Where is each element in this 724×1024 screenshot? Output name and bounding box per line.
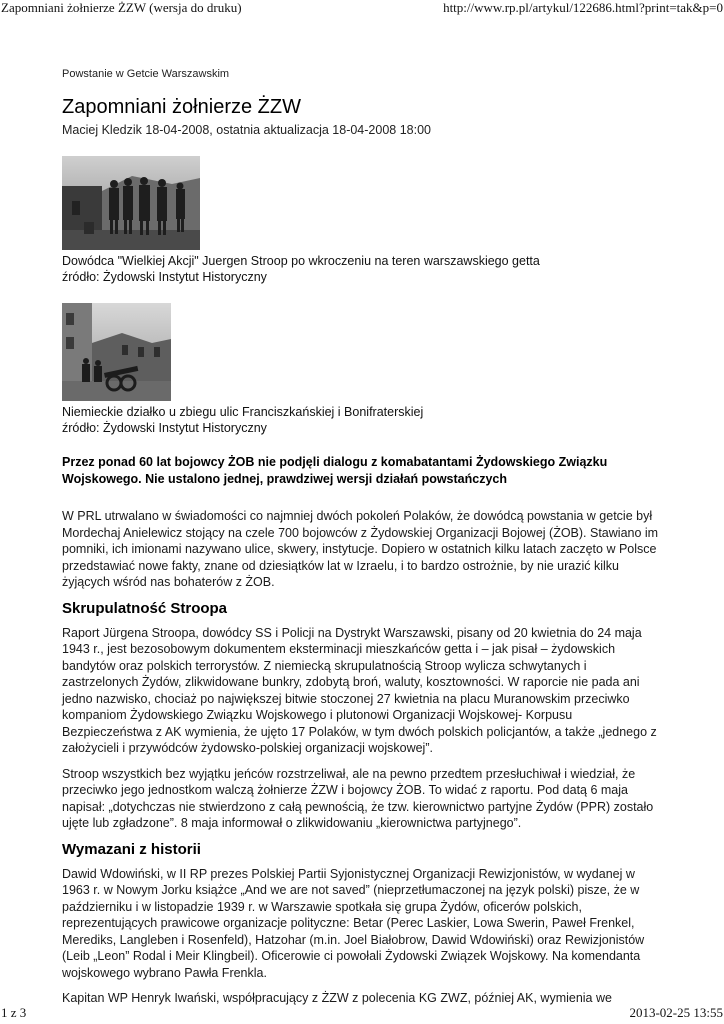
print-footer [0,1005,724,1021]
article [62,68,662,1016]
article-lead: Przez ponad 60 lat bojowcy ŻOB nie podjęli dialogu z komabatantami Żydowskiego Związku Wojskowego. Nie ustalono jednej, prawdziwej wersji działań powstańczych [62,455,608,486]
print-header-url[interactable]: http://www.rp.pl/artykul/122686.html?print=tak&p=0 [443,0,723,15]
paragraph: Kapitan WP Henryk Iwański, współpracujący z ŻZW z polecenia KG ZWZ, później AK, wymienia we [62,991,612,1005]
paragraph: Dawid Wdowiński, w II RP prezes Polskiej Partii Syjonistycznej Organizacji Rewizjonistów, w wydanej w 1963 r. w Nowym Jorku książce „And we are not saved” (nieprzetłumaczonej na język polski) pisze, że w październiku i w listopadzie 1939 r. w Warszawie spotkała się grupa Żydów, oficerów polskich, reprezentujących prawicowe organizacje polityczne: Betar (Perec Laskier, Lowa Swerin, Paweł Frenkel, Merediks, Langleben i Rosenfeld), Hatzohar (m.in. Joel Białobrow, Dawid Wdowiński) oraz Rewizjonistów (Leib „Leon” Rodal i Meir Klingbeil). Oficerowie ci powołali Żydowski Związek Wojskowy. Na komendanta wojskowego wybrano Pawła Frenkla. [62,866,645,980]
article-title: Zapomniani żołnierze ŻZW [62,96,301,118]
section-heading-stroop: Skrupulatność Stroopa [62,599,228,617]
caption-text: Niemieckie działko u zbiegu ulic Franciszkańskiej i Bonifraterskiej [62,405,424,419]
section-heading-history: Wymazani z historii [62,840,201,858]
photo-stroop[interactable] [62,156,200,250]
photo-cannon-caption [62,404,662,436]
page-counter: 1 z 3 [1,1005,27,1020]
caption-text: Dowódca "Wielkiej Akcji" Juergen Stroop po wkroczeniu na teren warszawskiego getta [62,254,540,268]
byline: Maciej Kledzik 18-04-2008, ostatnia aktualizacja 18-04-2008 18:00 [62,123,431,137]
paragraph: Stroop wszystkich bez wyjątku jeńców rozstrzeliwał, ale na pewno przedtem przesłuchiwał i wiedział, że przeciwko jego jednostkom walczą żołnierze ŻZW i bojowcy ŻOB. To widać z raportu. Pod datą 6 maja napisał: „dotychczas nie stwierdzono z całą pewnością, że tzw. kierownictwo partyjne Żydów (PPR) zostało ujęte lub zgładzone”. 8 maja informował o zlikwidowaniu „kierownictwa partyjnego”. [62,766,654,830]
photo-cannon[interactable] [62,303,171,401]
print-header-title: Zapomniani żołnierze ŻZW (wersja do druku) [1,0,242,15]
article-intro: W PRL utrwalano w świadomości co najmniej dwóch pokoleń Polaków, że dowódcą powstania w getcie był Mordechaj Anielewicz stojący na czele 700 bojowców z Żydowskiej Organizacji Bojowej (ŻOB). Stawiano im pomniki, ich imionami nazywano ulice, skwery, instytucje. Dopiero w ostatnich kilku latach zaczęto w Polsce przedstawiać nowe fakty, znane od dziesiątków lat w Izraelu, i to bardzo ostrożnie, by nie urazić kilku żyjących wśród nas bohaterów z ŻOB. [62,509,659,589]
print-header [0,0,724,16]
caption-source: źródło: Żydowski Instytut Historyczny [62,270,267,284]
photo-stroop-caption [62,253,662,285]
print-timestamp: 2013-02-25 13:55 [629,1005,723,1020]
caption-source: źródło: Żydowski Instytut Historyczny [62,421,267,435]
paragraph: Raport Jürgena Stroopa, dowódcy SS i Policji na Dystrykt Warszawski, pisany od 20 kwietnia do 24 maja 1943 r., jest bezosobowym dokumentem eksterminacji mieszkańców getta i – jak pisał – żydowskich bandytów oraz polskich terrorystów. Z niemiecką skrupulatnością Stroop wylicza schwytanych i zastrzelonych Żydów, zlikwidowane bunkry, zdobytą broń, waluty, kosztowności. W raporcie nie pada ani jedno nazwisko, chociaż po największej bitwie stoczonej 27 kwietnia na placu Muranowskim przeciwko kompaniom Żydowskiego Związku Wojskowego i plutonowi Organizacji Wojskowej- Korpusu Bezpieczeństwa z AK wymienia, że ujęto 17 Polaków, w tym dwóch polskich policjantów, a także „jednego z założycieli i przywódców żydowsko-polskiej organizacji wojskowej”. [62,625,657,755]
section-tag[interactable]: Powstanie w Getcie Warszawskim [62,68,230,80]
